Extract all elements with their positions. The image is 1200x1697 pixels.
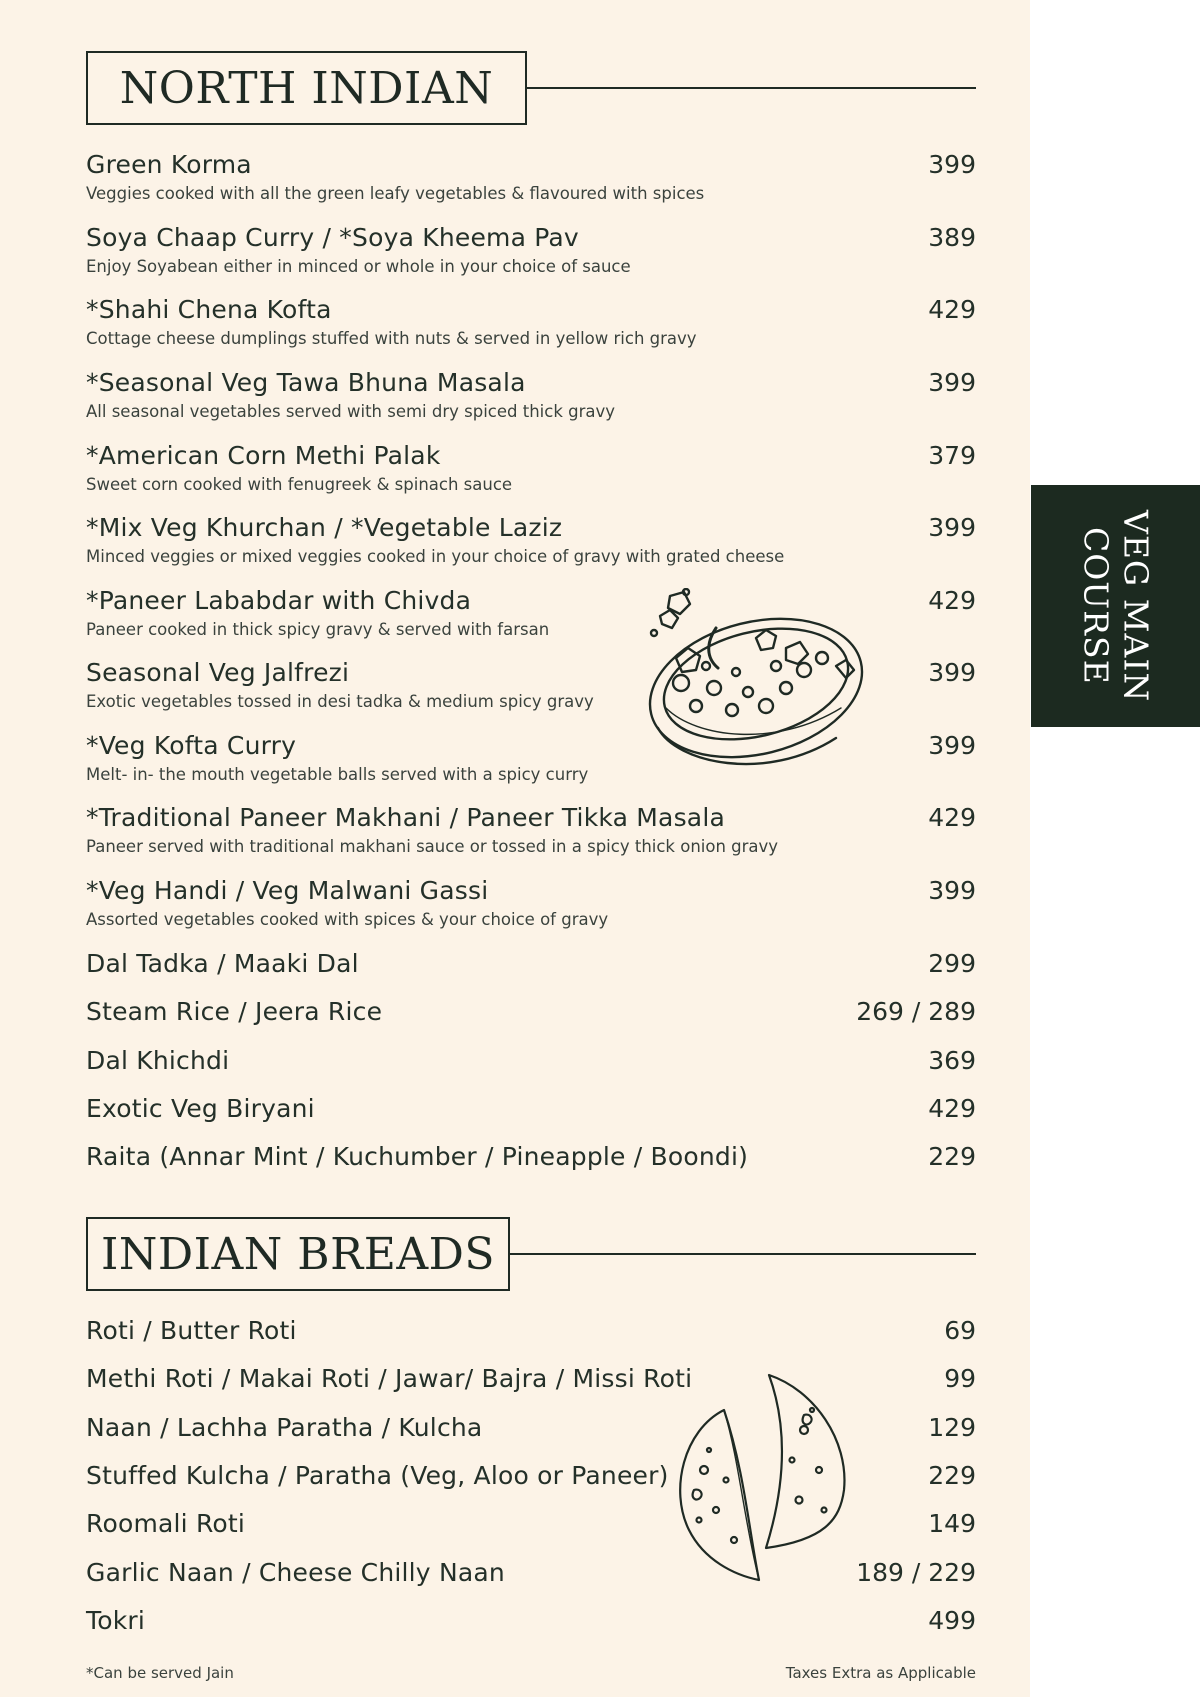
item-price: 399 [928,658,976,687]
indian-breads-rule [510,1253,976,1255]
item-price: 429 [928,1094,976,1123]
item-name: Green Korma [86,150,252,179]
item-description: Paneer cooked in thick spicy gravy & served with farsan [86,620,550,639]
item-price: 429 [928,586,976,615]
item-name: Methi Roti / Makai Roti / Jawar/ Bajra / Missi Roti [86,1364,693,1393]
veg-main-course-tab [1031,485,1200,727]
menu-item [86,295,976,351]
item-name: *Seasonal Veg Tawa Bhuna Masala [86,368,526,397]
item-price: 299 [928,949,976,978]
item-description: Sweet corn cooked with fenugreek & spinach sauce [86,475,513,494]
item-name: Roti / Butter Roti [86,1316,297,1345]
item-price: 229 [928,1142,976,1171]
north-indian-header [86,51,976,127]
item-name: *Shahi Chena Kofta [86,295,332,324]
item-name: Naan / Lachha Paratha / Kulcha [86,1413,483,1442]
item-name: Roomali Roti [86,1509,246,1538]
item-description: Melt- in- the mouth vegetable balls served with a spicy curry [86,765,589,784]
item-description: Veggies cooked with all the green leafy vegetables & flavoured with spices [86,184,705,203]
jain-note: *Can be served Jain [86,1664,234,1682]
curry-bowl-icon [636,588,876,788]
item-name: Dal Tadka / Maaki Dal [86,949,359,978]
item-description: Exotic vegetables tossed in desi tadka & medium spicy gravy [86,692,594,711]
menu-item [86,997,976,1029]
item-name: Stuffed Kulcha / Paratha (Veg, Aloo or Paneer) [86,1461,669,1490]
item-name: Steam Rice / Jeera Rice [86,997,383,1026]
item-name: Exotic Veg Biryani [86,1094,315,1123]
item-description: Minced veggies or mixed veggies cooked in your choice of gravy with grated cheese [86,547,785,566]
item-price: 129 [928,1413,976,1442]
menu-item [86,223,976,279]
item-price: 399 [928,731,976,760]
item-price: 369 [928,1046,976,1075]
item-description: All seasonal vegetables served with semi dry spiced thick gravy [86,402,616,421]
tab-label: VEG MAIN COURSE [1076,509,1156,703]
menu-item [86,1046,976,1078]
item-price: 399 [928,150,976,179]
indian-breads-title: INDIAN BREADS [86,1217,510,1291]
item-description: Assorted vegetables cooked with spices & your choice of gravy [86,910,609,929]
item-price: 389 [928,223,976,252]
item-price: 229 [928,1461,976,1490]
menu-item [86,150,976,206]
item-name: Tokri [86,1606,146,1635]
item-name: *Traditional Paneer Makhani / Paneer Tikka Masala [86,803,725,832]
item-price: 379 [928,441,976,470]
menu-item [86,1142,976,1174]
item-price: 189 / 229 [856,1558,976,1587]
item-price: 429 [928,803,976,832]
menu-item [86,513,976,569]
north-indian-rule [527,87,976,89]
menu-item [86,441,976,497]
menu-item [86,803,976,859]
item-name: Dal Khichdi [86,1046,230,1075]
item-name: *American Corn Methi Palak [86,441,441,470]
item-name: *Mix Veg Khurchan / *Vegetable Laziz [86,513,563,542]
menu-item [86,876,976,932]
menu-item [86,949,976,981]
item-name: Raita (Annar Mint / Kuchumber / Pineapple / Boondi) [86,1142,749,1171]
item-name: *Paneer Lababdar with Chivda [86,586,472,615]
menu-item [86,1606,976,1638]
menu-item [86,368,976,424]
item-price: 429 [928,295,976,324]
item-description: Enjoy Soyabean either in minced or whole in your choice of sauce [86,257,631,276]
item-price: 399 [928,876,976,905]
item-price: 399 [928,513,976,542]
item-name: Garlic Naan / Cheese Chilly Naan [86,1558,505,1587]
naan-bread-icon [664,1370,854,1590]
item-price: 99 [944,1364,976,1393]
item-name: Seasonal Veg Jalfrezi [86,658,350,687]
item-price: 499 [928,1606,976,1635]
item-price: 399 [928,368,976,397]
item-name: Soya Chaap Curry / *Soya Kheema Pav [86,223,579,252]
item-name: *Veg Handi / Veg Malwani Gassi [86,876,489,905]
item-description: Paneer served with traditional makhani sauce or tossed in a spicy thick onion gravy [86,837,779,856]
menu-item [86,1094,976,1126]
indian-breads-header [86,1217,976,1293]
item-description: Cottage cheese dumplings stuffed with nuts & served in yellow rich gravy [86,329,697,348]
item-price: 269 / 289 [856,997,976,1026]
item-name: *Veg Kofta Curry [86,731,297,760]
menu-item [86,1316,976,1348]
item-price: 69 [944,1316,976,1345]
tax-note: Taxes Extra as Applicable [785,1664,976,1682]
item-price: 149 [928,1509,976,1538]
north-indian-title: NORTH INDIAN [86,51,527,125]
